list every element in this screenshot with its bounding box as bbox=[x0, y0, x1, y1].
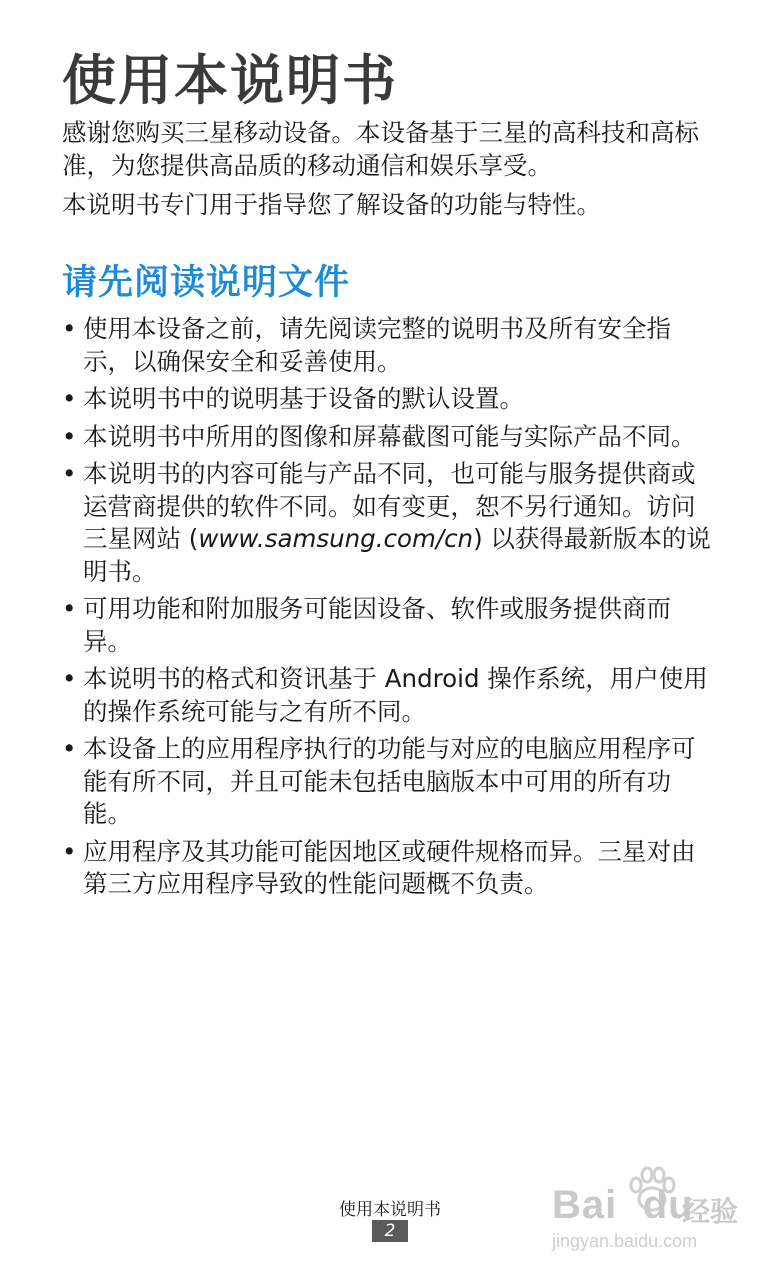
bullet-icon: • bbox=[62, 314, 77, 343]
bullet-icon: • bbox=[62, 594, 77, 623]
section-title: 请先阅读说明文件 bbox=[62, 263, 351, 303]
list-item-text: 可用功能和附加服务可能因设备、软件或服务提供商而异。 bbox=[83, 594, 671, 656]
notice-list bbox=[62, 313, 712, 906]
intro-paragraph-2: 本说明书专门用于指导您了解设备的功能与特性。 bbox=[62, 190, 601, 219]
bullet-icon: • bbox=[62, 384, 77, 413]
bullet-icon: • bbox=[62, 734, 77, 763]
watermark-brand: Bai du bbox=[552, 1183, 694, 1227]
bullet-icon: • bbox=[62, 664, 77, 693]
list-item-text: 使用本设备之前，请先阅读完整的说明书及所有安全指示，以确保安全和妥善使用。 bbox=[83, 314, 671, 376]
intro-paragraph-1: 感谢您购买三星移动设备。本设备基于三星的高科技和高标准，为您提供高品质的移动通信和娱乐享受。 bbox=[62, 118, 699, 180]
list-item bbox=[62, 663, 712, 728]
list-item bbox=[62, 421, 712, 454]
list-item bbox=[62, 383, 712, 416]
list-item-text: 本说明书的格式和资讯基于 Android 操作系统，用户使用的操作系统可能与之有所不同。 bbox=[83, 664, 708, 726]
list-item bbox=[62, 313, 712, 378]
bullet-icon: • bbox=[62, 421, 77, 451]
list-item-text-after-link: ) 以获得最新版本的说明书。 bbox=[83, 524, 711, 586]
list-item bbox=[62, 593, 712, 658]
list-item-text: 本说明书中所用的图像和屏幕截图可能与实际产品不同。 bbox=[83, 421, 696, 451]
bullet-icon: • bbox=[62, 459, 77, 488]
page-title: 使用本说明书 bbox=[62, 49, 398, 112]
list-item-text-before-link: 本说明书的内容可能与产品不同，也可能与服务提供商或运营商提供的软件不同。如有变更，恕不另行通知。访问三星网站 ( bbox=[83, 459, 696, 553]
list-item-text: 本设备上的应用程序执行的功能与对应的电脑应用程序可能有所不同，并且可能未包括电脑版本中可用的所有功能。 bbox=[83, 734, 696, 828]
list-item bbox=[62, 458, 712, 588]
footer-label: 使用本说明书 bbox=[339, 1200, 441, 1220]
watermark-brand-cn: 经验 bbox=[682, 1195, 739, 1228]
intro-text bbox=[62, 116, 722, 227]
list-item bbox=[62, 836, 712, 901]
samsung-website-link[interactable]: www.samsung.com/cn bbox=[198, 524, 474, 553]
list-item bbox=[62, 733, 712, 831]
baidu-jingyan-watermark bbox=[552, 1165, 752, 1255]
page-number: 2 bbox=[372, 1220, 408, 1242]
watermark-url: jingyan.baidu.com bbox=[552, 1231, 698, 1251]
bullet-icon: • bbox=[62, 836, 77, 866]
list-item-text: 应用程序及其功能可能因地区或硬件规格而异。三星对由第三方应用程序导致的性能问题概不负责。 bbox=[83, 836, 696, 898]
list-item-text: 本说明书中的说明基于设备的默认设置。 bbox=[83, 384, 524, 413]
